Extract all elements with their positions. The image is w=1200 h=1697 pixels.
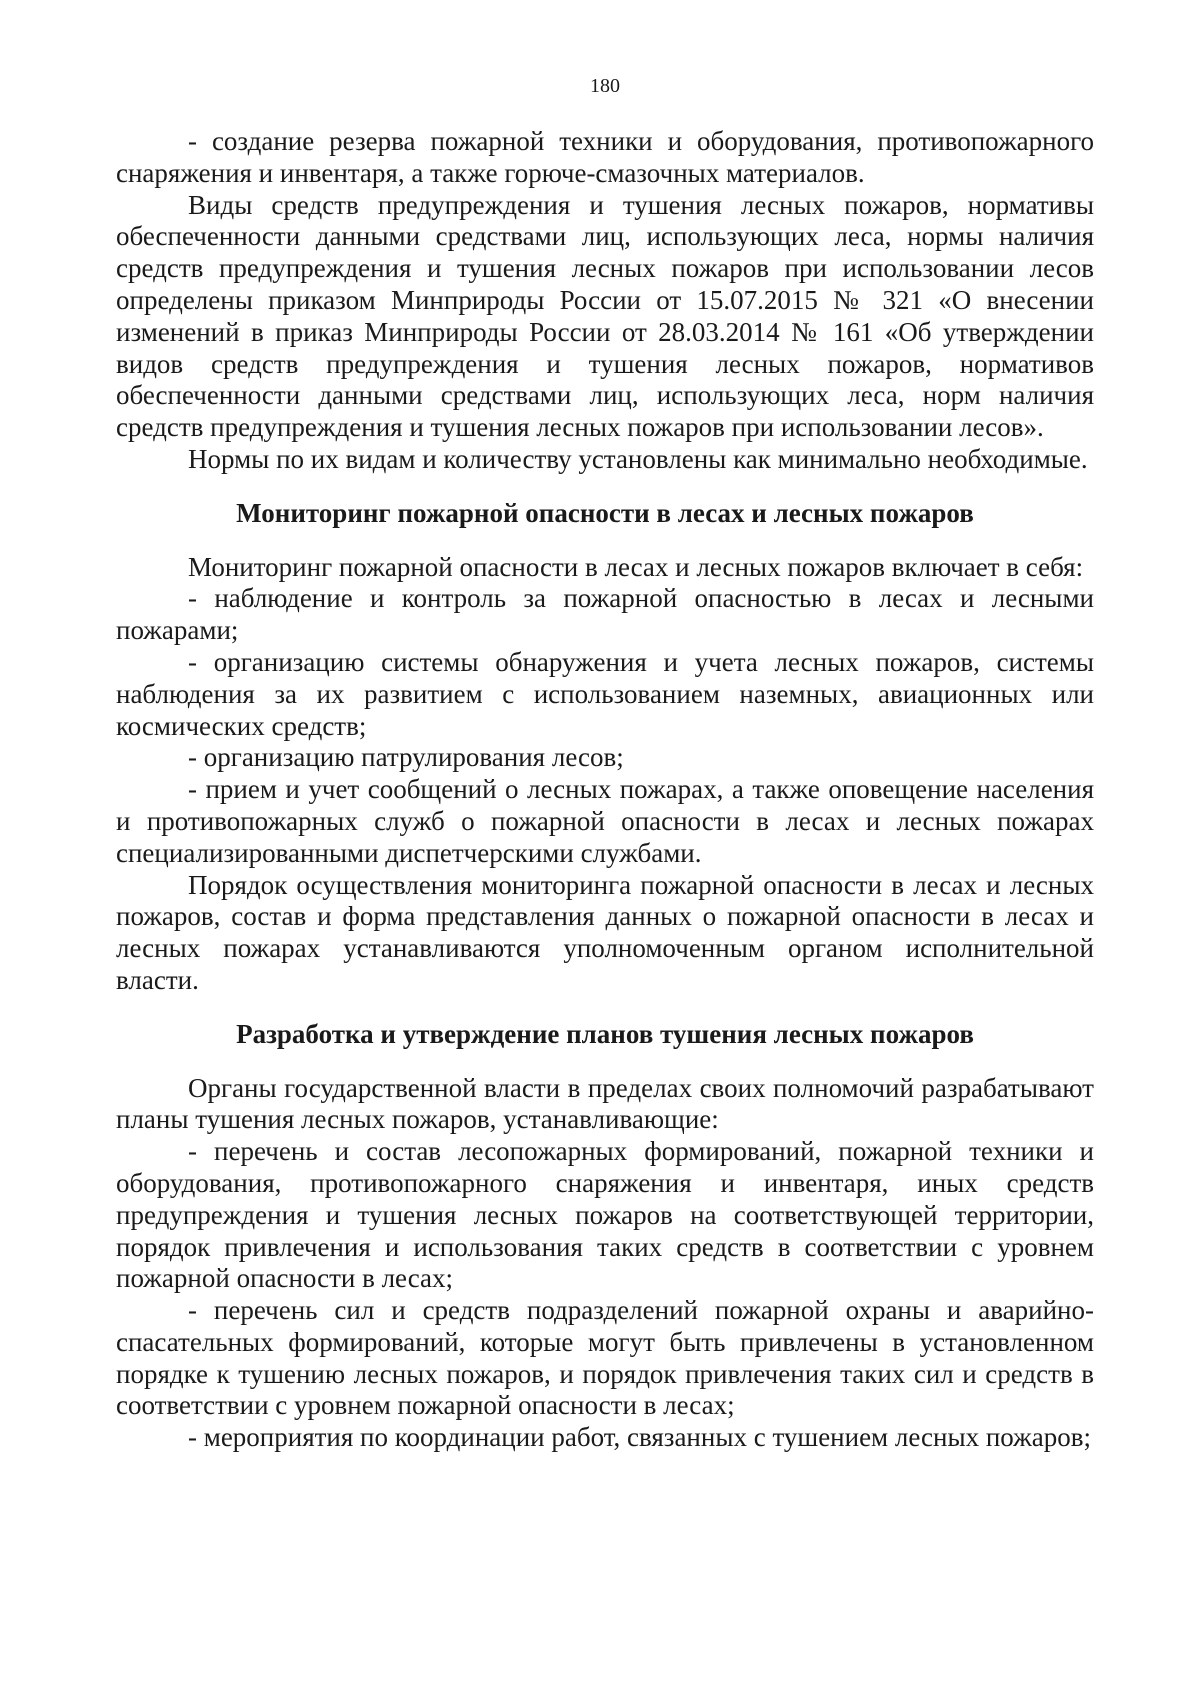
- list-item: - наблюдение и контроль за пожарной опасностью в лесах и лесными пожарами;: [116, 583, 1094, 646]
- section-heading: Разработка и утверждение планов тушения лесных пожаров: [236, 1018, 974, 1049]
- paragraph: Нормы по их видам и количеству установлены как минимально необходимые.: [188, 443, 1088, 474]
- paragraph: Виды средств предупреждения и тушения лесных пожаров, нормативы обеспеченности данными средствами лиц, использующих леса, нормы наличия средств предупреждения и тушения лесных пожаров при использовании лесов определены приказом Минприроды России от 15.07.2015 № 321 «О внесении изменений в приказ Минприроды России от 28.03.2014 № 161 «Об утверждении видов средств предупреждения и тушения лесных пожаров, нормативов обеспеченности данными средствами лиц, использующих леса, норм наличия средств предупреждения и тушения лесных пожаров при использовании лесов».: [116, 189, 1094, 443]
- paragraph: - создание резерва пожарной техники и оборудования, противопожарного снаряжения и инвентаря, а также горюче-смазочных материалов.: [116, 126, 1094, 188]
- list-item: - перечень и состав лесопожарных формирований, пожарной техники и оборудования, противопожарного снаряжения и инвентаря, иных средств предупреждения и тушения лесных пожаров на соответствующей территории, порядок привлечения и использования таких средств в соответствии с уровнем пожарной опасности в лесах;: [116, 1136, 1094, 1294]
- section-heading: Мониторинг пожарной опасности в лесах и лесных пожаров: [236, 497, 974, 528]
- list-item: - мероприятия по координации работ, связанных с тушением лесных пожаров;: [188, 1422, 1092, 1453]
- list-item: - организацию патрулирования лесов;: [188, 742, 624, 773]
- paragraph: Органы государственной власти в пределах своих полномочий разрабатывают планы тушения лесных пожаров, устанавливающие:: [116, 1072, 1094, 1135]
- paragraph: Порядок осуществления мониторинга пожарной опасности в лесах и лесных пожаров, состав и форма представления данных о пожарной опасности в лесах и лесных пожарах устанавливаются уполномоченным органом исполнительной власти.: [116, 869, 1094, 995]
- list-item: - прием и учет сообщений о лесных пожарах, а также оповещение населения и противопожарных служб о пожарной опасности в лесах и лесных пожарах специализированными диспетчерскими службами.: [116, 774, 1094, 868]
- list-item: - организацию системы обнаружения и учета лесных пожаров, системы наблюдения за их развитием с использованием наземных, авиационных или космических средств;: [116, 646, 1094, 741]
- paragraph: Мониторинг пожарной опасности в лесах и лесных пожаров включает в себя:: [188, 551, 1084, 582]
- list-item: - перечень сил и средств подразделений пожарной охраны и аварийно-спасательных формирований, которые могут быть привлечены в установленном порядке к тушению лесных пожаров, и порядок привлечения таких сил и средств в соответствии с уровнем пожарной опасности в лесах;: [116, 1295, 1094, 1421]
- page-number: 180: [590, 75, 620, 97]
- document-page: [116, 0, 1094, 1454]
